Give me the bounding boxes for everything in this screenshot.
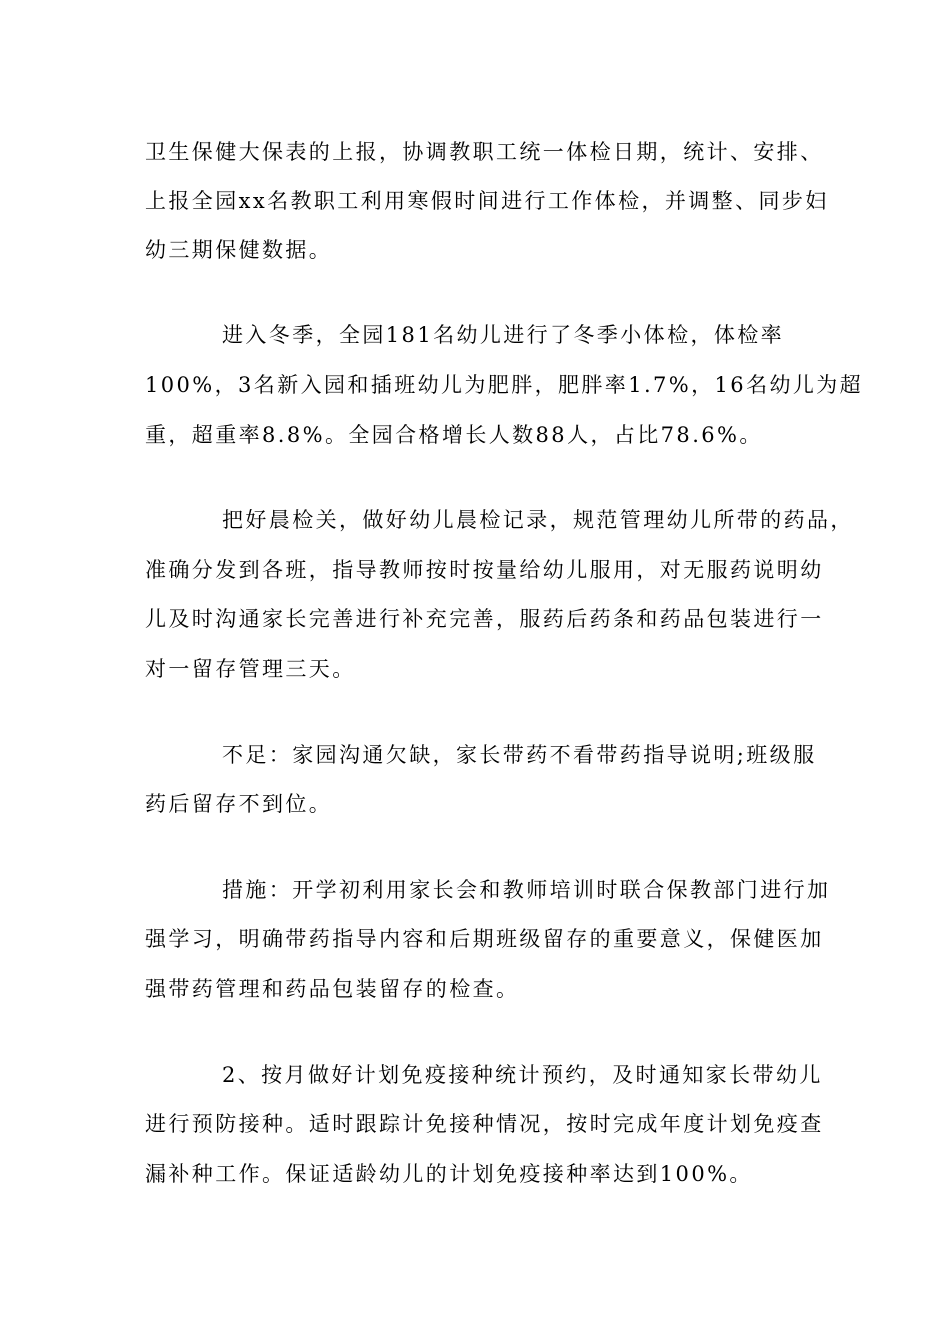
paragraph-2-line-2: 100%，3名新入园和插班幼儿为肥胖，肥胖率1.7%，16名幼儿为超 <box>145 373 864 397</box>
paragraph-2-line-3: 重，超重率8.8%。全园合格增长人数88人，占比78.6%。 <box>145 423 763 447</box>
paragraph-4-line-2: 药后留存不到位。 <box>145 792 333 816</box>
paragraph-3-line-3: 儿及时沟通家长完善进行补充完善，服药后药条和药品包装进行一 <box>145 607 824 631</box>
paragraph-4-line-1: 不足：家园沟通欠缺，家长带药不看带药指导说明;班级服 <box>222 743 817 767</box>
paragraph-5-line-1: 措施：开学初利用家长会和教师培训时联合保教部门进行加 <box>222 878 831 902</box>
paragraph-6-line-2: 进行预防接种。适时跟踪计免接种情况，按时完成年度计划免疫查 <box>145 1112 824 1136</box>
paragraph-1-line-3: 幼三期保健数据。 <box>145 238 333 262</box>
paragraph-1-line-1: 卫生保健大保表的上报，协调教职工统一体检日期，统计、安排、 <box>145 140 824 164</box>
paragraph-5-line-3: 强带药管理和药品包装留存的检查。 <box>145 977 520 1001</box>
paragraph-3-line-1: 把好晨检关，做好幼儿晨检记录，规范管理幼儿所带的药品， <box>222 508 854 532</box>
paragraph-5-line-2: 强学习，明确带药指导内容和后期班级留存的重要意义，保健医加 <box>145 927 824 951</box>
paragraph-3-line-2: 准确分发到各班，指导教师按时按量给幼儿服用，对无服药说明幼 <box>145 558 824 582</box>
paragraph-6-line-3: 漏补种工作。保证适龄幼儿的计划免疫接种率达到100%。 <box>145 1162 753 1186</box>
paragraph-1-line-2: 上报全园xx名教职工利用寒假时间进行工作体检，并调整、同步妇 <box>145 189 829 213</box>
paragraph-3-line-4: 对一留存管理三天。 <box>145 657 356 681</box>
paragraph-6-line-1: 2、按月做好计划免疫接种统计预约，及时通知家长带幼儿 <box>222 1063 823 1087</box>
paragraph-2-line-1: 进入冬季，全园181名幼儿进行了冬季小体检，体检率 <box>222 323 785 347</box>
